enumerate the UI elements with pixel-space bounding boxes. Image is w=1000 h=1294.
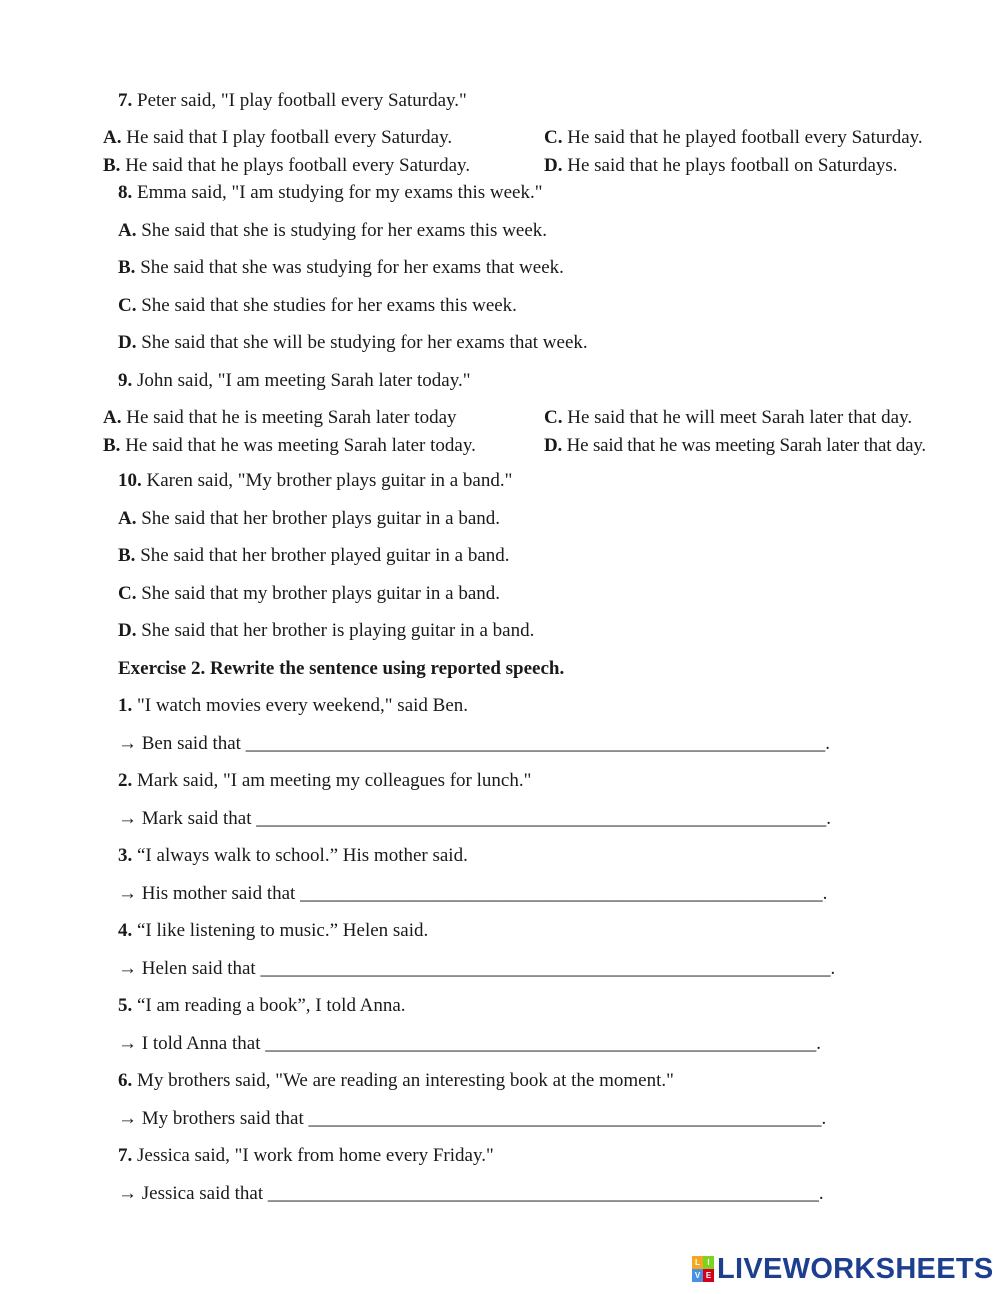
arrow-icon: → [118, 958, 137, 979]
logo-tile: L [692, 1256, 703, 1269]
question-number: 7. [118, 90, 133, 111]
option-letter: D. [544, 435, 563, 456]
ex2-answer-3[interactable] [118, 883, 827, 905]
question-number: 10. [118, 470, 142, 491]
question-number: 8. [118, 182, 133, 203]
option-text: She said that she was studying for her exams that week. [140, 257, 564, 278]
option-letter: C. [544, 127, 563, 148]
option-9a[interactable] [103, 407, 457, 429]
logo-tile: V [692, 1269, 703, 1282]
logo-tile: E [703, 1269, 714, 1282]
option-letter: C. [118, 295, 137, 316]
question-9 [118, 370, 471, 392]
answer-prompt: I told Anna that [141, 1033, 261, 1054]
ex2-item-5 [118, 995, 406, 1017]
arrow-icon: → [118, 1108, 137, 1129]
question-stem: Emma said, "I am studying for my exams this week." [137, 182, 543, 203]
option-text: She said that she is studying for her exams this week. [141, 220, 548, 241]
option-letter: D. [544, 155, 563, 176]
option-text: She said that her brother plays guitar in a band. [141, 508, 501, 529]
item-stem: "I watch movies every weekend," said Ben. [137, 695, 469, 716]
question-7 [118, 90, 467, 112]
option-letter: C. [544, 407, 563, 428]
option-text: She said that she will be studying for her exams that week. [141, 332, 588, 353]
option-text: He said that he will meet Sarah later that day. [567, 407, 913, 428]
option-text: He said that he played football every Saturday. [567, 127, 923, 148]
answer-prompt: My brothers said that [141, 1108, 304, 1129]
option-text: She said that my brother plays guitar in a band. [141, 583, 501, 604]
option-text: He said that I play football every Saturday. [126, 127, 453, 148]
option-8a[interactable] [118, 220, 547, 242]
option-letter: A. [118, 220, 137, 241]
answer-blank[interactable]: _____________________________________________________________. [245, 733, 830, 754]
option-7a[interactable] [103, 127, 452, 149]
ex2-answer-2[interactable] [118, 808, 831, 830]
item-number: 3. [118, 845, 133, 866]
option-letter: B. [103, 435, 121, 456]
question-10 [118, 470, 512, 492]
option-text: He said that he was meeting Sarah later today. [125, 435, 476, 456]
option-letter: B. [118, 257, 136, 278]
option-letter: D. [118, 332, 137, 353]
option-letter: B. [118, 545, 136, 566]
option-letter: C. [118, 583, 137, 604]
question-stem: Karen said, "My brother plays guitar in a band." [146, 470, 513, 491]
ex2-answer-4[interactable] [118, 958, 835, 980]
ex2-answer-5[interactable] [118, 1033, 821, 1055]
option-7d[interactable] [544, 155, 898, 177]
item-stem: “I always walk to school.” His mother said. [137, 845, 468, 866]
option-8b[interactable] [118, 257, 564, 279]
option-9d[interactable] [544, 435, 926, 457]
logo-tile: I [703, 1256, 714, 1269]
logo-text: LIVEWORKSHEETS [717, 1253, 994, 1285]
answer-blank[interactable]: __________________________________________________________. [265, 1033, 821, 1054]
option-text: She said that she studies for her exams this week. [141, 295, 517, 316]
item-stem: My brothers said, "We are reading an interesting book at the moment." [137, 1070, 674, 1091]
item-number: 6. [118, 1070, 133, 1091]
answer-blank[interactable]: _______________________________________________________. [300, 883, 828, 904]
question-stem: Peter said, "I play football every Saturday." [137, 90, 467, 111]
item-number: 4. [118, 920, 133, 941]
option-letter: A. [103, 127, 122, 148]
ex2-item-7 [118, 1145, 494, 1167]
ex2-answer-1[interactable] [118, 733, 830, 755]
option-10b[interactable] [118, 545, 510, 567]
option-10c[interactable] [118, 583, 500, 605]
item-number: 7. [118, 1145, 133, 1166]
ex2-item-3 [118, 845, 468, 867]
arrow-icon: → [118, 733, 137, 754]
answer-blank[interactable]: ____________________________________________________________. [256, 808, 832, 829]
option-text: She said that her brother is playing guitar in a band. [141, 620, 535, 641]
option-letter: D. [118, 620, 137, 641]
ex2-item-4 [118, 920, 428, 942]
ex2-item-2 [118, 770, 531, 792]
question-stem: John said, "I am meeting Sarah later today." [137, 370, 471, 391]
arrow-icon: → [118, 808, 137, 829]
option-text: He said that he was meeting Sarah later that day. [566, 435, 926, 456]
arrow-icon: → [118, 1033, 137, 1054]
item-number: 5. [118, 995, 133, 1016]
item-number: 1. [118, 695, 133, 716]
option-text: He said that he plays football every Saturday. [125, 155, 471, 176]
answer-prompt: Jessica said that [141, 1183, 264, 1204]
item-stem: Jessica said, "I work from home every Friday." [137, 1145, 494, 1166]
option-10a[interactable] [118, 508, 500, 530]
liveworksheets-logo [692, 1254, 994, 1284]
answer-prompt: Mark said that [141, 808, 252, 829]
option-8c[interactable] [118, 295, 517, 317]
option-7b[interactable] [103, 155, 470, 177]
exercise-2-heading [118, 658, 564, 680]
ex2-answer-7[interactable] [118, 1183, 824, 1205]
option-letter: A. [118, 508, 137, 529]
item-number: 2. [118, 770, 133, 791]
item-stem: Mark said, "I am meeting my colleagues for lunch." [137, 770, 532, 791]
ex2-item-1 [118, 695, 468, 717]
liveworksheets-logo-icon [692, 1256, 714, 1282]
answer-prompt: Helen said that [141, 958, 256, 979]
option-letter: A. [103, 407, 122, 428]
option-10d[interactable] [118, 620, 534, 642]
option-9b[interactable] [103, 435, 476, 457]
option-text: He said that he is meeting Sarah later today [126, 407, 457, 428]
arrow-icon: → [118, 883, 137, 904]
option-text: She said that her brother played guitar in a band. [140, 545, 510, 566]
answer-blank[interactable]: ____________________________________________________________. [260, 958, 836, 979]
heading-text: Exercise 2. Rewrite the sentence using reported speech. [118, 658, 565, 679]
question-number: 9. [118, 370, 133, 391]
option-8d[interactable] [118, 332, 588, 354]
answer-blank[interactable]: __________________________________________________________. [267, 1183, 824, 1204]
ex2-answer-6[interactable] [118, 1108, 826, 1130]
item-stem: “I am reading a book”, I told Anna. [137, 995, 406, 1016]
question-8 [118, 182, 542, 204]
answer-prompt: Ben said that [141, 733, 241, 754]
option-letter: B. [103, 155, 121, 176]
item-stem: “I like listening to music.” Helen said. [137, 920, 429, 941]
option-7c[interactable] [544, 127, 923, 149]
option-text: He said that he plays football on Saturdays. [567, 155, 898, 176]
arrow-icon: → [118, 1183, 137, 1204]
option-9c[interactable] [544, 407, 912, 429]
answer-prompt: His mother said that [141, 883, 296, 904]
ex2-item-6 [118, 1070, 674, 1092]
answer-blank[interactable]: ______________________________________________________. [308, 1108, 827, 1129]
